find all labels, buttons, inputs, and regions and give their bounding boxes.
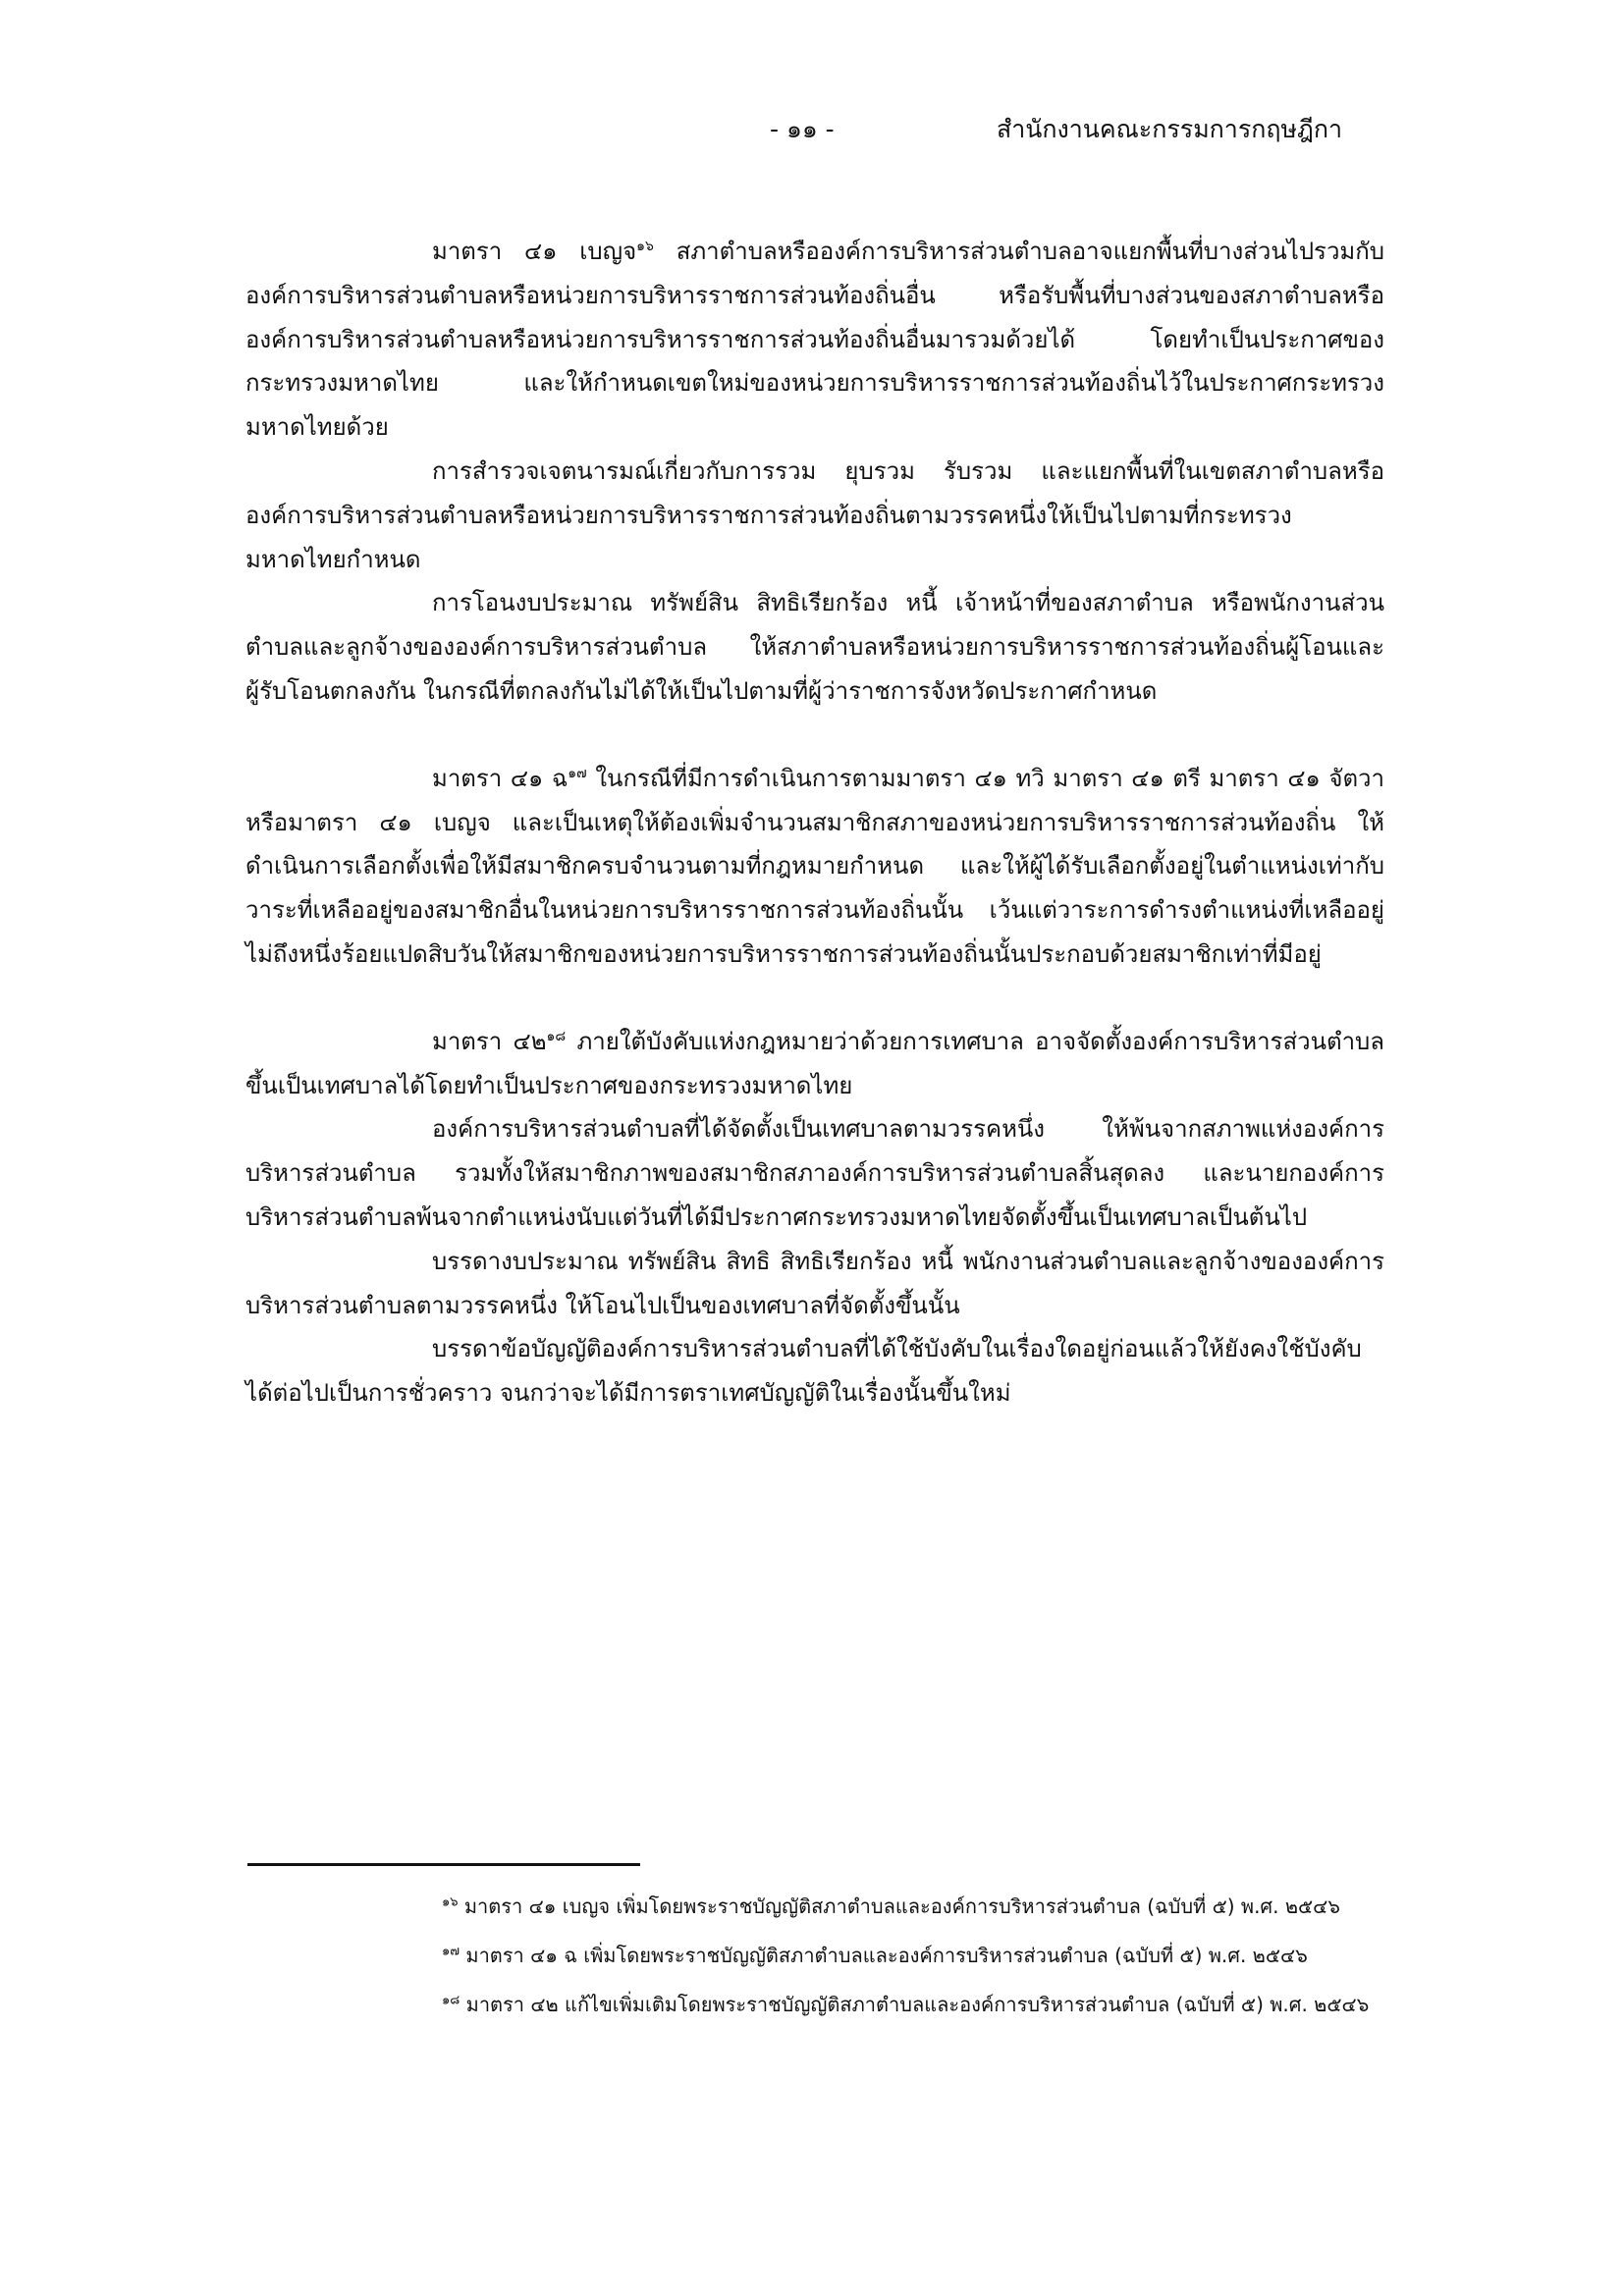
section-41-6-paragraph-1 [245,757,1384,977]
paragraph-text: ในกรณีที่มีการดำเนินการตามมาตรา ๔๑ ทวิ มาตรา ๔๑ ตรี มาตรา ๔๑ จัตวา หรือมาตรา ๔๑ เบญจ และเป็นเหตุให้ต้องเพิ่มจำนวนสมาชิกสภาของหน่วยการบริหารราชการส่วนท้องถิ่น ให้ดำเนินการเลือกตั้งเพื่อให้มีสมาชิกครบจำนวนตามที่กฎหมายกำหนด และให้ผู้ได้รับเลือกตั้งอยู่ในตำแหน่งเท่ากับวาระที่เหลืออยู่ของสมาชิกอื่นในหน่วยการบริหารราชการส่วนท้องถิ่นนั้น เว้นแต่วาระการดำรงตำแหน่งที่เหลืออยู่ไม่ถึงหนึ่งร้อยแปดสิบวันให้สมาชิกของหน่วยการบริหารราชการส่วนท้องถิ่นนั้นประกอบด้วยสมาชิกเท่าที่มีอยู่ [245,764,1384,968]
section-42-paragraph-4 [245,1327,1384,1415]
footnote-mark: ๑๘ [442,1993,460,2008]
footnote-17 [245,1936,1384,1975]
paragraph-text: การสำรวจเจตนารมณ์เกี่ยวกับการรวม ยุบรวม รับรวม และแยกพื้นที่ในเขตสภาตำบลหรือองค์การบริหารส่วนตำบลหรือหน่วยการบริหารราชการส่วนท้องถิ่นตามวรรคหนึ่งให้เป็นไปตามที่กระทรวงมหาดไทยกำหนด [245,456,1384,573]
footnote-text: มาตรา ๔๑ ฉ เพิ่มโดยพระราชบัญญัติสภาตำบลและองค์การบริหารส่วนตำบล (ฉบับที่ ๕) พ.ศ. ๒๕๔๖ [460,1944,1308,1967]
paragraph-text: บรรดาข้อบัญญัติองค์การบริหารส่วนตำบลที่ได้ใช้บังคับในเรื่องใดอยู่ก่อนแล้วให้ยังคงใช้บังคับได้ต่อไปเป็นการชั่วคราว จนกว่าจะได้มีการตราเทศบัญญัติในเรื่องนั้นขึ้นใหม่ [245,1335,1362,1408]
section-41-5-paragraph-2 [245,450,1384,581]
footnote-18 [245,1985,1384,2024]
footnote-ref-17: ๑๗ [568,765,587,781]
paragraph-text: สภาตำบลหรือองค์การบริหารส่วนตำบลอาจแยกพื้นที่บางส่วนไปรวมกับองค์การบริหารส่วนตำบลหรือหน่วยการบริหารราชการส่วนท้องถิ่นอื่น หรือรับพื้นที่บางส่วนของสภาตำบลหรือองค์การบริหารส่วนตำบลหรือหน่วยการบริหารราชการส่วนท้องถิ่นอื่นมารวมด้วยได้ โดยทำเป็นประกาศของกระทรวงมหาดไทย และให้กำหนดเขตใหม่ของหน่วยการบริหารราชการส่วนท้องถิ่นไว้ในประกาศกระทรวงมหาดไทยด้วย [245,238,1385,442]
section-heading: มาตรา ๔๒ [432,1027,547,1055]
footnote-mark: ๑๖ [442,1895,459,1910]
office-name: สำนักงานคณะกรรมการกฤษฎีกา [997,115,1342,143]
section-42-paragraph-1 [245,1020,1384,1108]
footnote-16 [245,1887,1384,1926]
section-41-5-paragraph-3 [245,581,1384,713]
page-header [0,110,1624,149]
footnotes [245,1887,1384,2034]
paragraph-text: การโอนงบประมาณ ทรัพย์สิน สิทธิเรียกร้อง หนี้ เจ้าหน้าที่ของสภาตำบล หรือพนักงานส่วนตำบลและลูกจ้างขององค์การบริหารส่วนตำบล ให้สภาตำบลหรือหน่วยการบริหารราชการส่วนท้องถิ่นผู้โอนและผู้รับโอนตกลงกัน ในกรณีที่ตกลงกันไม่ได้ให้เป็นไปตามที่ผู้ว่าราชการจังหวัดประกาศกำหนด [245,589,1384,705]
page-number: - ๑๑ - [770,115,835,143]
section-42-paragraph-3 [245,1240,1384,1328]
section-heading: มาตรา ๔๑ ฉ [432,764,568,792]
footnote-ref-18: ๑๘ [546,1028,567,1044]
section-heading: มาตรา ๔๑ เบญจ [432,238,637,265]
paragraph-text: บรรดางบประมาณ ทรัพย์สิน สิทธิ สิทธิเรียกร้อง หนี้ พนักงานส่วนตำบลและลูกจ้างขององค์การบริหารส่วนตำบลตามวรรคหนึ่ง ให้โอนไปเป็นของเทศบาลที่จัดตั้งขึ้นนั้น [245,1247,1384,1319]
paragraph-text: ภายใต้บังคับแห่งกฎหมายว่าด้วยการเทศบาล อาจจัดตั้งองค์การบริหารส่วนตำบลขึ้นเป็นเทศบาลได้โดยทำเป็นประกาศของกระทรวงมหาดไทย [245,1027,1384,1099]
section-41-5-paragraph-1 [245,230,1384,450]
footnote-mark: ๑๗ [442,1944,460,1959]
footnote-ref-16: ๑๖ [636,239,654,254]
body-text [245,230,1384,1415]
footnote-text: มาตรา ๔๒ แก้ไขเพิ่มเติมโดยพระราชบัญญัติสภาตำบลและองค์การบริหารส่วนตำบล (ฉบับที่ ๕) พ.ศ. ๒๕๔๖ [460,1993,1370,2016]
footnote-text: มาตรา ๔๑ เบญจ เพิ่มโดยพระราชบัญญัติสภาตำบลและองค์การบริหารส่วนตำบล (ฉบับที่ ๕) พ.ศ. ๒๕๔๖ [458,1895,1340,1918]
footnote-divider [247,1863,640,1866]
section-42-paragraph-2 [245,1107,1384,1239]
paragraph-text: องค์การบริหารส่วนตำบลที่ได้จัดตั้งเป็นเทศบาลตามวรรคหนึ่ง ให้พ้นจากสภาพแห่งองค์การบริหารส่วนตำบล รวมทั้งให้สมาชิกภาพของสมาชิกสภาองค์การบริหารส่วนตำบลสิ้นสุดลง และนายกองค์การบริหารส่วนตำบลพ้นจากตำแหน่งนับแต่วันที่ได้มีประกาศกระทรวงมหาดไทยจัดตั้งขึ้นเป็นเทศบาลเป็นต้นไป [245,1115,1384,1231]
